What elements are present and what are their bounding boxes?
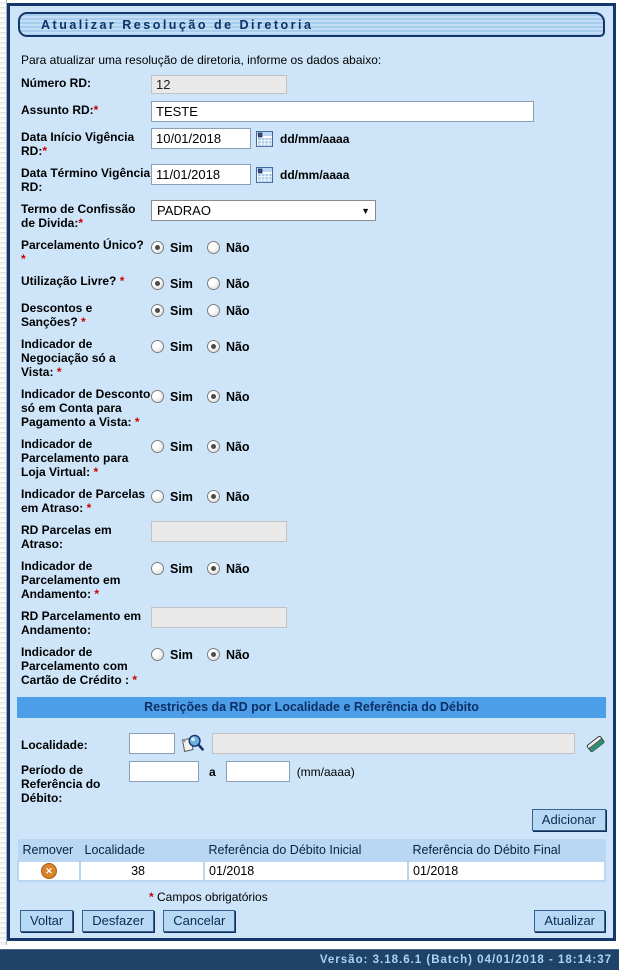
field-termo-confissao <box>21 200 607 230</box>
radio-nao[interactable] <box>207 440 220 453</box>
remove-icon[interactable]: ✕ <box>41 863 57 879</box>
radio-label-nao: Não <box>225 647 250 662</box>
radio-label-nao: Não <box>225 439 250 454</box>
table-row <box>18 861 605 881</box>
radio-sim[interactable] <box>151 440 164 453</box>
field-parcelamento-cartao-credito <box>21 643 607 687</box>
voltar-button[interactable]: Voltar <box>20 910 73 932</box>
field-numero-rd <box>21 74 607 95</box>
field-label: Número RD: <box>21 76 92 90</box>
required-mark: * <box>21 252 26 266</box>
radio-sim[interactable] <box>151 390 164 403</box>
field-label: Termo de Confissão de Divida: <box>21 202 136 230</box>
radio-nao[interactable] <box>207 648 220 661</box>
radio-label-sim: Sim <box>170 489 193 504</box>
cancelar-button[interactable]: Cancelar <box>163 910 235 932</box>
left-frame-gutter <box>0 0 7 945</box>
col-header-ref-final: Referência do Débito Final <box>408 840 605 862</box>
radio-nao[interactable] <box>207 304 220 317</box>
radio-label-sim: Sim <box>170 561 193 576</box>
required-mark: * <box>78 216 84 230</box>
calendar-icon[interactable] <box>256 131 273 147</box>
adicionar-button[interactable]: Adicionar <box>532 809 606 831</box>
field-descontos-sancoes <box>21 299 607 329</box>
termo-confissao-select[interactable] <box>151 200 376 221</box>
radio-nao[interactable] <box>207 562 220 575</box>
radio-nao[interactable] <box>207 241 220 254</box>
chevron-down-icon: ▼ <box>361 205 370 216</box>
radio-nao[interactable] <box>207 390 220 403</box>
field-label: Indicador de Parcelas em Atraso: <box>21 487 146 515</box>
field-rd-parcelas-atraso <box>21 521 607 551</box>
periodo-inicial-input[interactable] <box>129 761 199 782</box>
col-header-localidade: Localidade <box>80 840 204 862</box>
localidade-code-input[interactable] <box>129 733 175 754</box>
field-label: Descontos e Sanções? <box>21 301 93 329</box>
field-periodo-referencia <box>21 761 607 805</box>
page-title: Atualizar Resolução de Diretoria <box>41 17 314 32</box>
field-parcelas-em-atraso <box>21 485 607 515</box>
radio-label-nao: Não <box>225 489 250 504</box>
localidade-description-input <box>212 733 575 754</box>
field-negociacao-vista <box>21 335 607 379</box>
radio-label-nao: Não <box>225 240 250 255</box>
required-mark: * <box>132 673 138 687</box>
data-inicio-input[interactable] <box>151 128 251 149</box>
field-label: RD Parcelas em Atraso: <box>21 523 112 551</box>
field-parcelamento-loja-virtual <box>21 435 607 479</box>
field-parcelamento-andamento <box>21 557 607 601</box>
field-data-inicio <box>21 128 607 158</box>
numero-rd-input <box>151 75 287 94</box>
section-header-restricoes: Restrições da RD por Localidade e Referência do Débito <box>17 697 606 718</box>
cell-ref-inicial: 01/2018 <box>204 861 408 881</box>
required-fields-note: * Campos obrigatórios <box>149 890 268 904</box>
cell-localidade: 38 <box>80 861 204 881</box>
radio-sim[interactable] <box>151 277 164 290</box>
search-icon[interactable] <box>180 733 204 755</box>
eraser-icon[interactable] <box>584 732 607 755</box>
date-format-hint: dd/mm/aaaa <box>280 131 350 146</box>
required-mark: * <box>134 415 140 429</box>
radio-label-sim: Sim <box>170 439 193 454</box>
field-label: Utilização Livre? <box>21 274 117 288</box>
rd-parcelas-atraso-input <box>151 521 287 542</box>
required-mark: * <box>81 315 86 329</box>
atualizar-button[interactable]: Atualizar <box>534 910 605 932</box>
field-label: Indicador de Parcelamento em Andamento: <box>21 559 121 601</box>
radio-nao[interactable] <box>207 277 220 290</box>
field-label: Período de Referência do Débito: <box>21 763 101 805</box>
radio-label-nao: Não <box>225 276 250 291</box>
table-header-row <box>18 840 605 862</box>
desfazer-button[interactable]: Desfazer <box>82 910 154 932</box>
rd-parcelamento-andamento-input <box>151 607 287 628</box>
assunto-rd-input[interactable] <box>151 101 534 122</box>
version-text: Versão: 3.18.6.1 (Batch) 04/01/2018 - 18:14:37 <box>319 954 612 966</box>
required-mark: * <box>119 274 125 288</box>
field-rd-parcelamento-andamento <box>21 607 607 637</box>
field-label: Data Término Vigência RD: <box>21 166 151 194</box>
calendar-icon[interactable] <box>256 167 273 183</box>
field-label: Indicador de Negociação só a Vista: <box>21 337 116 379</box>
field-utilizacao-livre <box>21 272 607 293</box>
field-label: Localidade: <box>21 737 88 752</box>
content-panel <box>7 3 616 941</box>
field-label: Indicador de Parcelamento com Cartão de Crédito : <box>21 645 130 687</box>
data-termino-input[interactable] <box>151 164 251 185</box>
radio-label-sim: Sim <box>170 303 193 318</box>
field-label: Assunto RD: <box>21 103 94 117</box>
col-header-ref-inicial: Referência do Débito Inicial <box>204 840 408 862</box>
field-label: RD Parcelamento em Andamento: <box>21 609 142 637</box>
field-label: Parcelamento Único? <box>21 238 144 252</box>
cell-ref-final: 01/2018 <box>408 861 605 881</box>
radio-label-nao: Não <box>225 339 250 354</box>
radio-label-sim: Sim <box>170 276 193 291</box>
field-label: Indicador de Desconto só em Conta para Pagamento a Vista: <box>21 387 151 429</box>
page-title-bar <box>18 12 605 37</box>
periodo-format-hint: (mm/aaaa) <box>296 764 355 779</box>
radio-sim[interactable] <box>151 304 164 317</box>
field-desconto-conta-vista <box>21 385 607 429</box>
date-format-hint: dd/mm/aaaa <box>280 167 350 182</box>
status-bar <box>0 949 619 970</box>
radio-label-nao: Não <box>225 389 250 404</box>
radio-label-nao: Não <box>225 561 250 576</box>
select-value: PADRAO <box>157 203 211 218</box>
field-label: Indicador de Parcelamento para Loja Virtual: <box>21 437 129 479</box>
col-header-remover: Remover <box>18 840 80 862</box>
radio-label-sim: Sim <box>170 339 193 354</box>
radio-sim[interactable] <box>151 241 164 254</box>
field-assunto-rd <box>21 101 607 122</box>
restricoes-table <box>17 839 606 882</box>
field-localidade <box>21 732 607 755</box>
required-mark: * <box>149 890 154 904</box>
periodo-separator: a <box>209 764 216 779</box>
required-mark: * <box>42 144 47 158</box>
radio-sim[interactable] <box>151 648 164 661</box>
required-mark: * <box>56 365 62 379</box>
required-mark: * <box>86 501 92 515</box>
required-mark: * <box>93 103 99 117</box>
field-parcelamento-unico <box>21 236 607 266</box>
radio-label-nao: Não <box>225 303 250 318</box>
radio-nao[interactable] <box>207 340 220 353</box>
radio-label-sim: Sim <box>170 647 193 662</box>
field-data-termino <box>21 164 607 194</box>
radio-label-sim: Sim <box>170 389 193 404</box>
periodo-final-input[interactable] <box>226 761 290 782</box>
intro-text: Para atualizar uma resolução de diretoria, informe os dados abaixo: <box>21 53 382 67</box>
radio-label-sim: Sim <box>170 240 193 255</box>
radio-sim[interactable] <box>151 340 164 353</box>
required-mark: * <box>93 465 99 479</box>
required-mark: * <box>94 587 100 601</box>
radio-sim[interactable] <box>151 490 164 503</box>
radio-nao[interactable] <box>207 490 220 503</box>
field-label: Data Início Vigência RD: <box>21 130 135 158</box>
radio-sim[interactable] <box>151 562 164 575</box>
